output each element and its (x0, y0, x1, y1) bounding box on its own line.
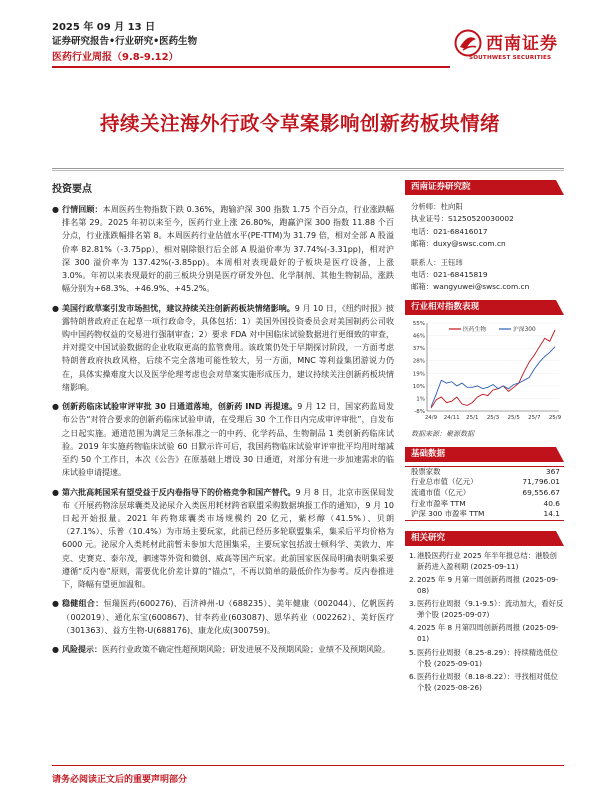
y-tick-label: 10% (412, 383, 425, 390)
y-tick-label: 37% (412, 345, 425, 352)
paragraph-text: 9 月 12 日，国家药监局发布公告“对符合要求的创新药临床试验申请，在受理后 30 个工作日内完成审评审批”，自发布之日起实施。通道范围为满足三条标准之一的中药、化学药品、生物制品 1 类创新药临床试验。2019 年实施药物临床试验 60 日默示许可后，我国药物临床试验审评审批平均用时缩减至约 50 个工作日，本次《公告》在原基础上增设 30 日通道，对部分有进一步加速需求的临床试验申请提速。 (62, 402, 394, 478)
bullet-icon: ● (52, 487, 59, 497)
related-research-item[interactable] (405, 574, 564, 596)
basic-data-row (405, 509, 564, 520)
chart-header: 行业相对指数表现 (405, 300, 564, 315)
index-chart-svg (405, 315, 564, 427)
item-number: 6. (409, 671, 416, 681)
basic-data-label: 行业总市值（亿元） (411, 477, 478, 487)
chart-source: 数据来源：聚源数据 (411, 429, 474, 438)
series-line-hs300 (431, 347, 555, 407)
analyst-line: 联系人：王钰玮 (411, 257, 463, 267)
x-tick-label: 25/3 (486, 414, 500, 421)
y-tick-label: 46% (412, 333, 425, 340)
basic-data-row (405, 488, 564, 499)
item-number: 2. (409, 575, 416, 584)
basic-data-header: 基础数据 (405, 447, 564, 462)
investment-points-section (52, 180, 394, 663)
bullet-icon: ● (52, 303, 59, 313)
logo-chinese-name: 西南证券 (486, 34, 558, 54)
related-research-section (405, 531, 564, 693)
basic-data-value: 71,796.01 (522, 477, 560, 487)
legend-label: 沪深300 (513, 326, 536, 333)
footer-disclaimer: 请务必阅读正文后的重要声明部分 (52, 775, 188, 785)
index-chart-section (405, 300, 564, 439)
y-tick-label: 55% (412, 320, 425, 327)
basic-data-label: 行业市盈率 TTM (411, 498, 466, 508)
y-tick-label: -8% (414, 408, 425, 415)
paragraph-lead: 稳健组合： (62, 599, 104, 609)
related-research-item[interactable] (405, 671, 564, 693)
bullet-icon: ● (52, 205, 59, 214)
paragraph-text: 医药行业政策不确定性超预期风险；研发进展不及预期风险；业绩不及预期风险。 (102, 645, 390, 655)
page-title: 持续关注海外行政令草案影响创新药板块情绪 (99, 112, 500, 135)
item-number: 1. (409, 550, 416, 560)
basic-data-value: 69,556.67 (522, 488, 560, 498)
analyst-line: 邮箱：wangyuwei@swsc.com.cn (411, 282, 530, 292)
investment-point-paragraph (52, 486, 394, 592)
paragraph-lead: 第六批高耗国采有望受益于反内卷指导下的价格竞争和国产替代。 (62, 487, 296, 497)
item-number: 4. (409, 623, 416, 633)
basic-data-table (405, 466, 564, 521)
related-research-title: 2025 年 8 月第四周创新药周报 (2025-09-01) (417, 623, 559, 644)
y-tick-label: 1% (416, 396, 425, 403)
basic-data-value: 367 (506, 466, 564, 477)
legend-label: 医药生物 (463, 326, 487, 333)
paragraph-lead: 风险提示： (62, 645, 102, 655)
basic-data-section (405, 447, 564, 521)
related-research-title: 港股医药行业 2025 年半年报总结：港股创新药进入盈利期 (2025-09-11) (417, 550, 557, 571)
basic-data-row (405, 466, 564, 477)
paragraph-lead: 美国行政草案引发市场担忧，建议持续关注创新药板块情绪影响。 (62, 303, 295, 313)
analyst-line: 执业证号：S1250520030002 (411, 214, 514, 224)
related-research-title: 医药行业周报（8.18-8.22）：寻找相对低位个股 (2025-08-26) (417, 671, 558, 692)
basic-data-row (405, 477, 564, 488)
index-chart (405, 315, 564, 427)
basic-data-label: 流通市值（亿元） (411, 488, 471, 498)
x-tick-label: 25/1 (466, 414, 479, 421)
basic-data-row (405, 499, 564, 510)
title-rule-thin (52, 170, 564, 171)
header-rule (52, 66, 450, 68)
y-tick-label: 19% (412, 371, 425, 378)
title-rule (52, 168, 564, 169)
x-tick-label: 25/7 (528, 414, 541, 421)
section-heading: 投资要点 (52, 184, 92, 195)
x-tick-label: 25/5 (507, 414, 520, 421)
analyst-header: 西南证券研究院 (405, 180, 564, 195)
series-line-pharma (431, 330, 555, 408)
paragraph-lead: 创新药临床试验审评审批 30 日通道落地，创新药 IND 再提速。 (62, 402, 298, 412)
sidebar (405, 180, 564, 695)
related-research-title: 2025 年 9 月第一周创新药周报 (2025-09-08) (417, 575, 559, 595)
x-tick-label: 24/9 (424, 414, 438, 421)
basic-data-value: 40.6 (543, 498, 560, 508)
analyst-line: 电话：021-68415819 (411, 270, 488, 280)
basic-data-value: 14.1 (506, 509, 564, 520)
related-research-title: 医药行业周报（9.1-9.5）：流动加大，看好反弹个股 (2025-09-07) (417, 599, 564, 620)
weekly-title: 医药行业周报（9.8-9.12） (52, 52, 179, 63)
report-date: 2025 年 09 月 13 日 (52, 22, 156, 33)
paragraph-text: 恒瑞医药(600276)、百济神州-U（688235）、美年健康（002044）、亿帆医药（002019）、通化东宝(600867)、甘李药业(603087)、恩华药业（002262）、美好医疗（301363）、益方生物-U(688176)、康龙化成(300759)。 (62, 599, 394, 635)
paragraph-text: 本周医药生物指数下跌 0.36%，跑输沪深 300 指数 1.75 个百分点，行业涨跌幅排名第 29。2025 年初以来至今，医药行业上涨 26.80%，跑赢沪深 300 指数 11.88 个百分点，行业涨跌幅排名第 8。本周医药行业估值水平(PE-TTM)为 31.79 倍，相对全部 A 股溢价率 82.81%（-3.75pp），相对剔除银行后全部 A 股溢价率为 37.74%(-3.31pp)，相对沪深 300 溢价率为 137.42%(-3.85pp)。本周相对表现最好的子板块是医疗设备，上涨 3.0%。年初以来表现最好的前三板块分别是医疗研发外包、化学制剂、其他生物制品，涨跌幅分别为+68.3%、+46.9%、+45.2%。 (62, 205, 394, 294)
related-research-item[interactable] (405, 622, 564, 644)
related-research-title: 医药行业周报（8.25-8.29）：持续精选低位个股 (2025-09-01) (417, 647, 558, 668)
investment-point-paragraph (52, 302, 394, 394)
investment-point-paragraph (52, 203, 394, 295)
analyst-line: 邮箱：duxy@swsc.com.cn (411, 239, 506, 249)
analyst-info (405, 195, 564, 294)
bullet-icon: ● (52, 402, 59, 412)
basic-data-label: 沪深 300 市盈率 TTM (405, 509, 506, 520)
x-tick-label: 24/11 (443, 414, 460, 421)
related-research-item[interactable] (405, 550, 564, 572)
footer-rule (52, 765, 564, 766)
analyst-line: 电话：021-68416017 (411, 226, 488, 236)
related-header: 相关研究 (405, 531, 564, 546)
related-research-item[interactable] (405, 647, 564, 669)
analyst-line: 分析师：杜向阳 (411, 202, 463, 211)
related-research-item[interactable] (405, 598, 564, 620)
report-type: 证券研究报告•行业研究•医药生物 (52, 36, 198, 47)
paragraph-lead: 行情回顾： (62, 205, 103, 214)
investment-point-paragraph (52, 643, 394, 656)
bullet-icon: ● (52, 645, 59, 655)
basic-data-label: 股票家数 (405, 466, 506, 477)
bullet-icon: ● (52, 599, 59, 609)
company-logo (454, 25, 564, 75)
y-tick-label: 28% (412, 358, 425, 365)
logo-english-name: SOUTHWEST SECURITIES (469, 55, 552, 61)
item-number: 3. (409, 599, 416, 609)
x-tick-label: 25/9 (548, 414, 562, 421)
paragraph-text: 9 月 10 日，《纽约时报》披露特朗普政府正在起草一项行政命令，具体包括：1）美国外国投资委员会对美国制药公司收购中国药物权益的交易进行强制审查；2）要求 FDA 对中国临床试验数据进行更细致的审查，并对提交中国试验数据的企业收取更高的监管费用。该政策仍处于早期探讨阶段，一方面考虑特朗普政府执政风格，后续不完全落地可能性较大，另一方面，MNC 等利益集团游说力仍在，具体实操难度大以及医学伦理考虑也会对草案实施形成压力，建议持续关注创新药板块情绪影响。 (62, 303, 394, 392)
item-number: 5. (409, 647, 416, 657)
investment-point-paragraph (52, 597, 394, 637)
investment-point-paragraph (52, 400, 394, 479)
logo-mark-icon (454, 29, 482, 57)
paragraph-text: 9 月 8 日，北京市医保局发布《开展药物涂层球囊类及泌尿介入类医用耗材跨省联盟采购数据填报工作的通知》，9 月 10 日起开始报量。2021 年药物球囊类市场规模约 20 亿元，紫杉醇（41.5%）、贝朗（27.1%）、乐普（10.4%）为市场主要玩家，此前已经历多轮联盟集采，集采后平均价格为 6000 元。泌尿介入类耗材此前暂未参加大范围集采，主要玩家包括波士顿科学、美敦力、库克、史赛克、泰尔茂，驷速等外资和微创、威高等国产玩家。此前国家医保局明确表明集采要遵循“反内卷”原则，需要优化价差计算的“锚点”，不再以简单的最低价作为参考。反内卷推进下，降幅有望更加温和。 (62, 487, 394, 590)
